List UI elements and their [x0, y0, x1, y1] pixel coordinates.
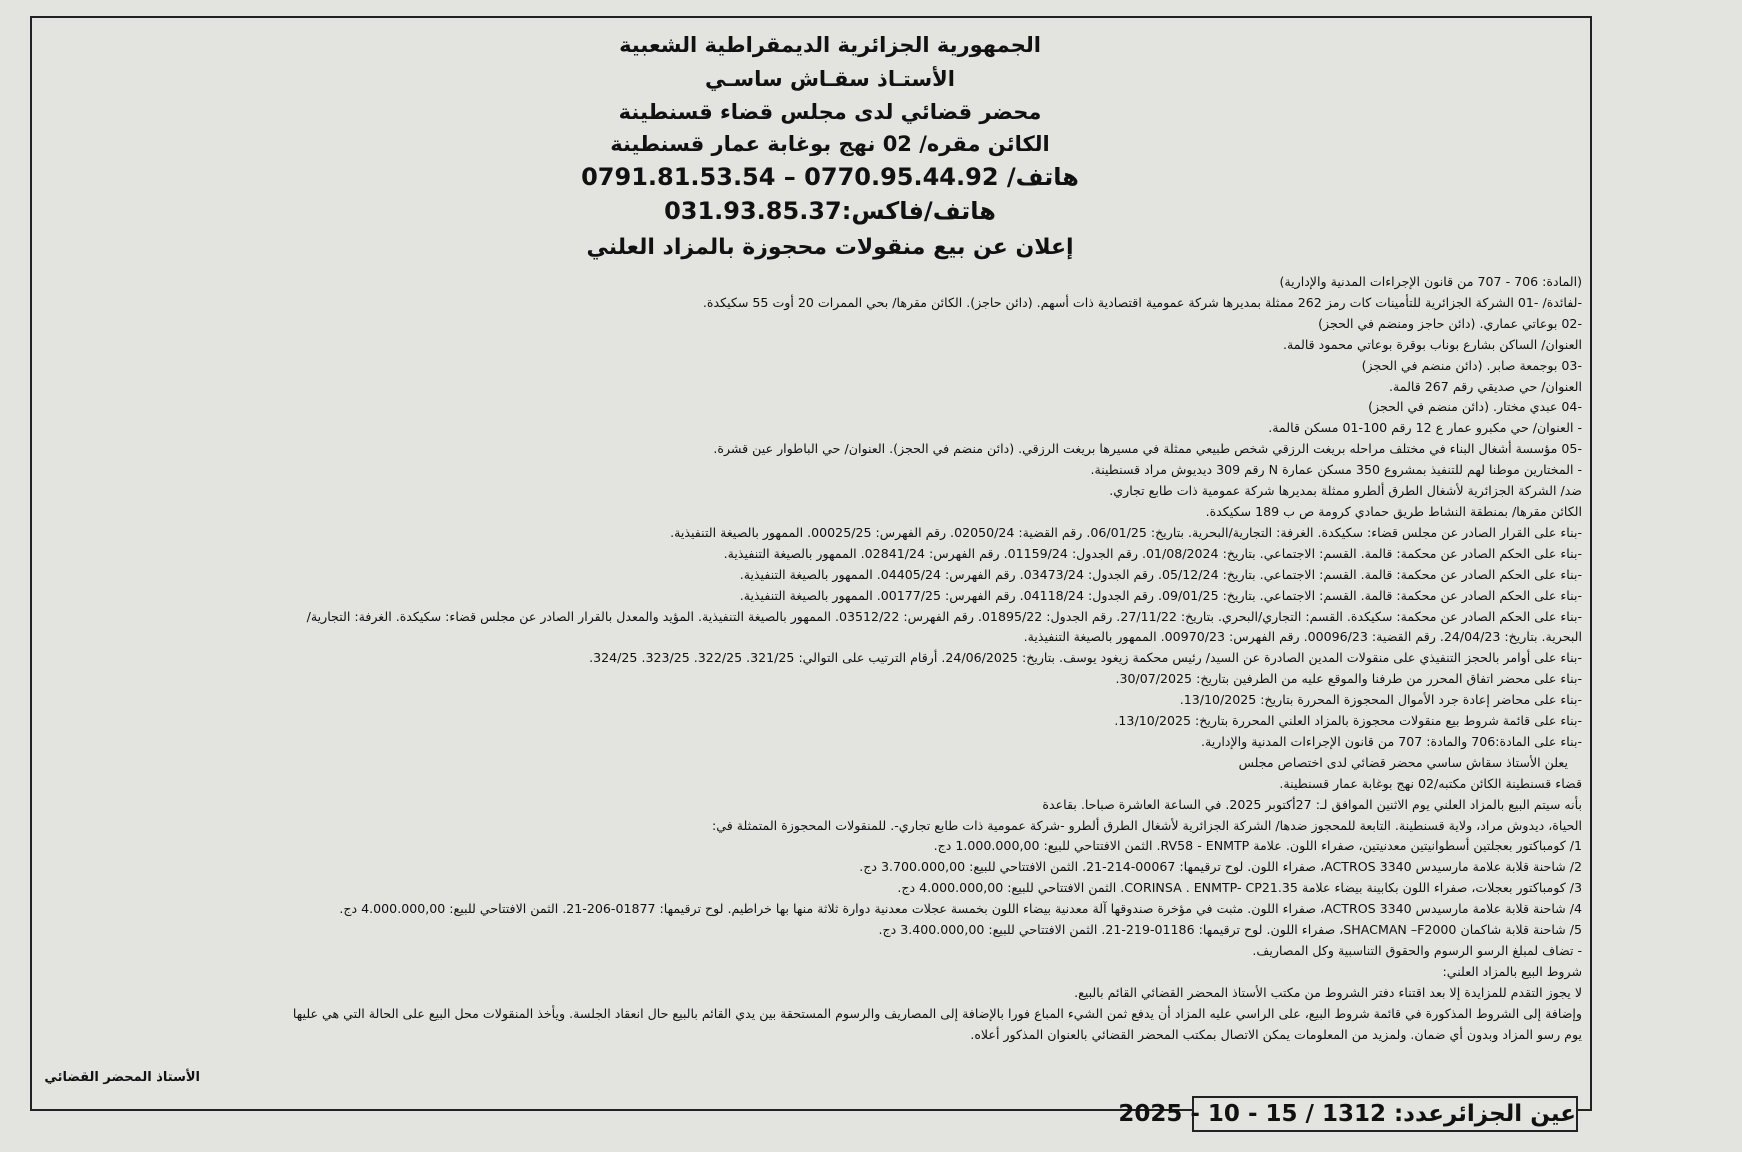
judgment-2: -بناء على الحكم الصادر عن محكمة: قالمة. القسم: الاجتماعي. بتاريخ: 01/08/2024. رقم الجدول: 01159/24. رقم الفهرس: 02841/24. الممهور بالصيغة التنفيذية.	[723, 545, 1582, 561]
item-4: 4/ شاحنة قلابة علامة مارسيدس ACTROS 3340، صفراء اللون. مثبت في مؤخرة صندوقها آلة معدنية بيضاء اللون بخمسة عجلات معدنية دوارة ثلاثة منها بها خراطيم. لوح ترقيمها: 01877-206-21. الثمن الافتتاحي للبيع: 4.000.000,00 دج.	[339, 901, 1582, 917]
creditor-2: -02 بوعاتي عماري. (دائن حاجز ومنضم في الحجز)	[1318, 315, 1582, 331]
legal-reference: (المادة: 706 - 707 من قانون الإجراءات المدنية والإدارية)	[1279, 274, 1582, 289]
inventory-record: -بناء على محاضر إعادة جرد الأموال المحجوزة المحررة بتاريخ: 13/10/2025.	[1179, 692, 1582, 708]
creditor-3: -03 بوجمعة صابر. (دائن منضم في الحجز)	[1361, 357, 1582, 373]
judgment-4: -بناء على الحكم الصادر عن محكمة: قالمة. القسم: الاجتماعي. بتاريخ: 09/01/25. رقم الجدول: 04118/24. رقم الفهرس: 00177/25. الممهور بالصيغة التنفيذية.	[739, 587, 1582, 603]
item-5: 5/ شاحنة قلابة شاكمان SHACMAN –F2000، صفراء اللون. لوح ترقيمها: 01186-219-21. الثمن الافتتاحي للبيع: 3.400.000,00 دج.	[878, 922, 1582, 938]
creditor-5: -05 مؤسسة أشغال البناء في مختلف مراحله بريغت الرزقي شخص طبيعي ممثلة في مسيرها بريغت الرزقي. (دائن منضم في الحجز). العنوان/ حي الباطوار عين قشرة.	[713, 441, 1582, 457]
auction-date: بأنه سيتم البيع بالمزاد العلني يوم الاثنين الموافق لـ: 27أكتوبر 2025. في الساعة العاشرة صباحا. بقاعدة	[1042, 796, 1582, 812]
bailiff-office: محضر قضائي لدى مجلس قضاء قسنطينة	[618, 100, 1042, 124]
auction-location: الحياة، ديدوش مراد، ولاية قسنطينة. التابعة للمحجوز ضدها/ الشركة الجزائرية لأشغال الطرق ألطرو -شركة عمومية ذات طابع تجاري-. للمنقولات المحجوزة المتمثلة في:	[711, 817, 1582, 833]
announcement-intro-cont: قضاء قسنطينة الكائن مكتبه/02 نهج بوغابة عمار قسنطينة.	[1279, 775, 1582, 791]
signature: الأستاذ المحضر القضائي	[44, 1070, 200, 1085]
elected-domicile: - المختارين موطنا لهم للتنفيذ بمشروع 350 مسكن عمارة N رقم 309 ديديوش مراد قسنطينة.	[1090, 462, 1582, 478]
legal-articles: -بناء على المادة:706 والمادة: 707 من قانون الإجراءات المدنية والإدارية.	[1201, 733, 1582, 749]
creditor-3-address: العنوان/ حي صديقي رقم 267 قالمة.	[1389, 378, 1582, 394]
item-3: 3/ كومباكتور بعجلات، صفراء اللون بكابينة بيضاء علامة CORINSA . ENMTP- CP21.35. الثمن الافتتاحي للبيع: 4.000.000,00 دج.	[897, 880, 1582, 896]
debtor: ضد/ الشركة الجزائرية لأشغال الطرق ألطرو ممثلة بمديرها شركة عمومية ذات طابع تجاري.	[1109, 483, 1582, 499]
bailiff-name: الأستـاذ سقـاش ساسـي	[705, 67, 955, 91]
conditions-heading: شروط البيع بالمزاد العلني:	[1442, 963, 1582, 979]
item-2: 2/ شاحنة قلابة علامة مارسيدس ACTROS 3340، صفراء اللون. لوح ترقيمها: 00067-214-21. الثمن الافتتاحي للبيع: 3.700.000,00 دج.	[859, 859, 1582, 875]
condition-2-cont: يوم رسو المزاد وبدون أي ضمان. ولمزيد من المعلومات يمكن الاتصال بمكتب المحضر القضائي بالعنوان المذكور أعلاه.	[970, 1026, 1582, 1042]
seizure-orders: -بناء على أوامر بالحجز التنفيذي على منقولات المدين الصادرة عن السيد/ رئيس محكمة زيغود يوسف. بتاريخ: 24/06/2025. أرقام الترتيب على التوالي: 321/25. 322/25. 323/25. 324/25.	[589, 650, 1582, 666]
announcement-title: إعلان عن بيع منقولات محجوزة بالمزاد العلني	[586, 235, 1074, 260]
judgment-3: -بناء على الحكم الصادر عن محكمة: قالمة. القسم: الاجتماعي. بتاريخ: 05/12/24. رقم الجدول: 03473/24. رقم الفهرس: 04405/24. الممهور بالصيغة التنفيذية.	[739, 566, 1582, 582]
announcement-intro: يعلن الأستاذ سقاش ساسي محضر قضائي لدى اختصاص مجلس	[1238, 754, 1568, 770]
creditor-2-address: العنوان/ الساكن بشارع بوناب بوقرة بوعاتي محمود قالمة.	[1282, 336, 1582, 352]
creditor-4-address: - العنوان/ حي مكبرو عمار ع 12 رقم 100-01 مسكن قالمة.	[1268, 420, 1582, 436]
judgment-1: -بناء على القرار الصادر عن مجلس قضاء: سكيكدة. الغرفة: التجارية/البحرية. بتاريخ: 06/01/25. رقم القضية: 02050/24. رقم الفهرس: 00025/25. الممهور بالصيغة التنفيذية.	[670, 524, 1582, 540]
fees-note: - تضاف لمبلغ الرسو الرسوم والحقوق التناسبية وكل المصاريف.	[1252, 943, 1582, 958]
agreement-record: -بناء على محضر اتفاق المحرر من طرفنا والموقع عليه من الطرفين بتاريخ: 30/07/2025.	[1115, 671, 1582, 687]
conditions-list: -بناء على قائمة شروط بيع منقولات محجوزة بالمزاد العلني المحررة بتاريخ: 13/10/2025.	[1114, 713, 1582, 729]
publication-footer: عين الجزائرعدد: 1312 / 15 - 10 - 2025	[1192, 1096, 1578, 1132]
announcement-body	[182, 272, 1582, 1046]
judgment-5-cont: البحرية. بتاريخ: 24/04/23. رقم القضية: 00096/23. رقم الفهرس: 00970/23. الممهور بالصيغة التنفيذية.	[1023, 629, 1582, 645]
judgment-5: -بناء على الحكم الصادر عن محكمة: سكيكدة. القسم: التجاري/البحري. بتاريخ: 27/11/22. رقم الجدول: 01895/22. رقم الفهرس: 03512/22. الممهور بالصيغة التنفيذية. المؤيد والمعدل بالقرار الصادر عن مجلس قضاء: سكيكدة. الغرفة: التجارية/	[306, 608, 1582, 624]
republic-title: الجمهورية الجزائرية الديمقراطية الشعبية	[619, 33, 1041, 57]
debtor-address: الكائن مقرها/ بمنطقة النشاط طريق حمادي كرومة ص ب 189 سكيكدة.	[1205, 503, 1582, 519]
item-1: 1/ كومباكتور بعجلتين أسطوانيتين معدنيتين، صفراء اللون. علامة RV58 - ENMTP. الثمن الافتتاحي للبيع: 1.000.000,00 دج.	[933, 838, 1582, 854]
fax-number: هاتف/فاكس:031.93.85.37	[664, 197, 996, 225]
condition-2: وإضافة إلى الشروط المذكورة في قائمة شروط البيع، على الراسي عليه المزاد أن يدفع ثمن الشيء المباع فورا بالإضافة إلى المصاريف والرسوم المستحقة بين يدي القائم بالبيع حال انعقاد الجلسة. ويأخذ المنقولات محل البيع على الحالة التي هي عليها	[292, 1005, 1582, 1021]
phone-numbers: هاتف/ 0770.95.44.92 – 0791.81.53.54	[581, 163, 1079, 191]
announcement-header	[520, 28, 1140, 268]
condition-1: لا يجوز التقدم للمزايدة إلا بعد اقتناء دفتر الشروط من مكتب الأستاذ المحضر القضائي القائم بالبيع.	[1074, 984, 1582, 1000]
creditor-1: -لفائدة/ -01 الشركة الجزائرية للتأمينات كات رمز 262 ممثلة بمديرها شركة عمومية اقتصادية ذات أسهم. (دائن حاجز). الكائن مقرها/ بحي الممرات 20 أوت 55 سكيكدة.	[702, 294, 1582, 310]
creditor-4: -04 عبدي مختار. (دائن منضم في الحجز)	[1368, 399, 1582, 415]
bailiff-address: الكائن مقره/ 02 نهج بوغابة عمار قسنطينة	[610, 132, 1050, 156]
